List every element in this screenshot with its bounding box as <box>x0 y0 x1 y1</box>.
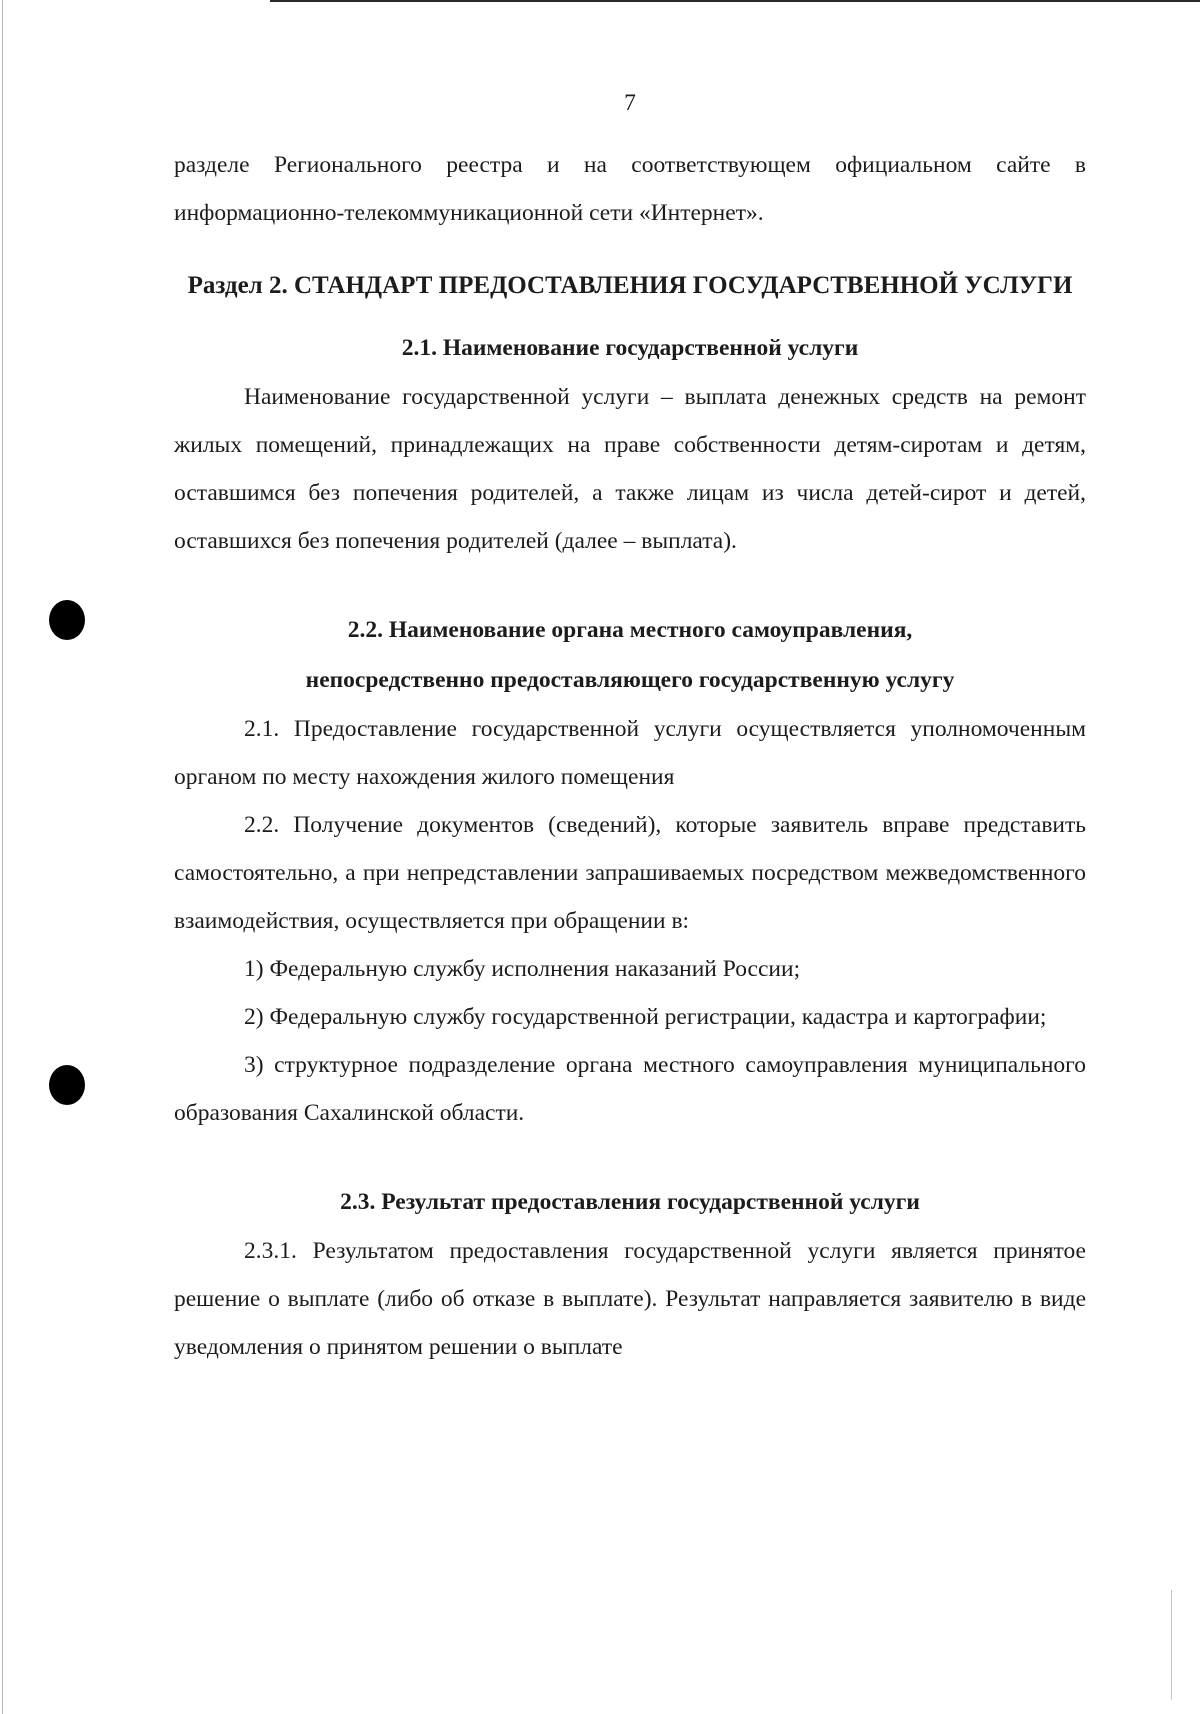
subsection-title-2-2-line-1: 2.2. Наименование органа местного самоуправления, <box>347 617 913 643</box>
paragraph-service-name: Наименование государственной услуги – выплата денежных средств на ремонт жилых помещений, принадлежащих на праве собственности детям-сиротам и детям, оставшимся без попечения родителей, а также лицам из числа детей-сирот и детей, оставшихся без попечения родителей (далее – выплата). <box>174 384 1086 554</box>
section-title: Раздел 2. СТАНДАРТ ПРЕДОСТАВЛЕНИЯ ГОСУДАРСТВЕННОЙ УСЛУГИ <box>187 272 1073 299</box>
right-edge-line <box>1171 1590 1172 1700</box>
list-item: 3) структурное подразделение органа местного самоуправления муниципального образования Сахалинской области. <box>174 1052 1086 1126</box>
subsection-title-2-1: 2.1. Наименование государственной услуги <box>401 335 859 361</box>
list-item: 1) Федеральную службу исполнения наказаний России; <box>244 956 801 982</box>
document-body <box>174 88 1086 1371</box>
punch-hole-icon <box>49 1065 85 1105</box>
left-edge-line <box>2 0 3 1714</box>
paragraph-2-1: 2.1. Предоставление государственной услуги осуществляется уполномоченным органом по месту нахождения жилого помещения <box>174 716 1086 790</box>
list-item: 2) Федеральную службу государственной регистрации, кадастра и картографии; <box>244 1004 1047 1030</box>
subsection-title-2-2-line-2: непосредственно предоставляющего государственную услугу <box>305 667 955 693</box>
paragraph-2-3-1: 2.3.1. Результатом предоставления государственной услуги является принятое решение о выплате (либо об отказе в выплате). Результат направляется заявителю в виде уведомления о принятом решении о выплате <box>174 1238 1086 1360</box>
punch-hole-icon <box>49 600 85 640</box>
intro-paragraph: разделе Регионального реестра и на соответствующем официальном сайте в информационно-телекоммуникационной сети «Интернет». <box>174 152 1086 226</box>
paragraph-2-2: 2.2. Получение документов (сведений), которые заявитель вправе представить самостоятельно, а при непредставлении запрашиваемых посредством межведомственного взаимодействия, осуществляется при обращении в: <box>174 812 1086 934</box>
page-number: 7 <box>624 90 636 116</box>
subsection-title-2-3: 2.3. Результат предоставления государственной услуги <box>340 1189 920 1215</box>
top-edge-line <box>270 0 1200 2</box>
